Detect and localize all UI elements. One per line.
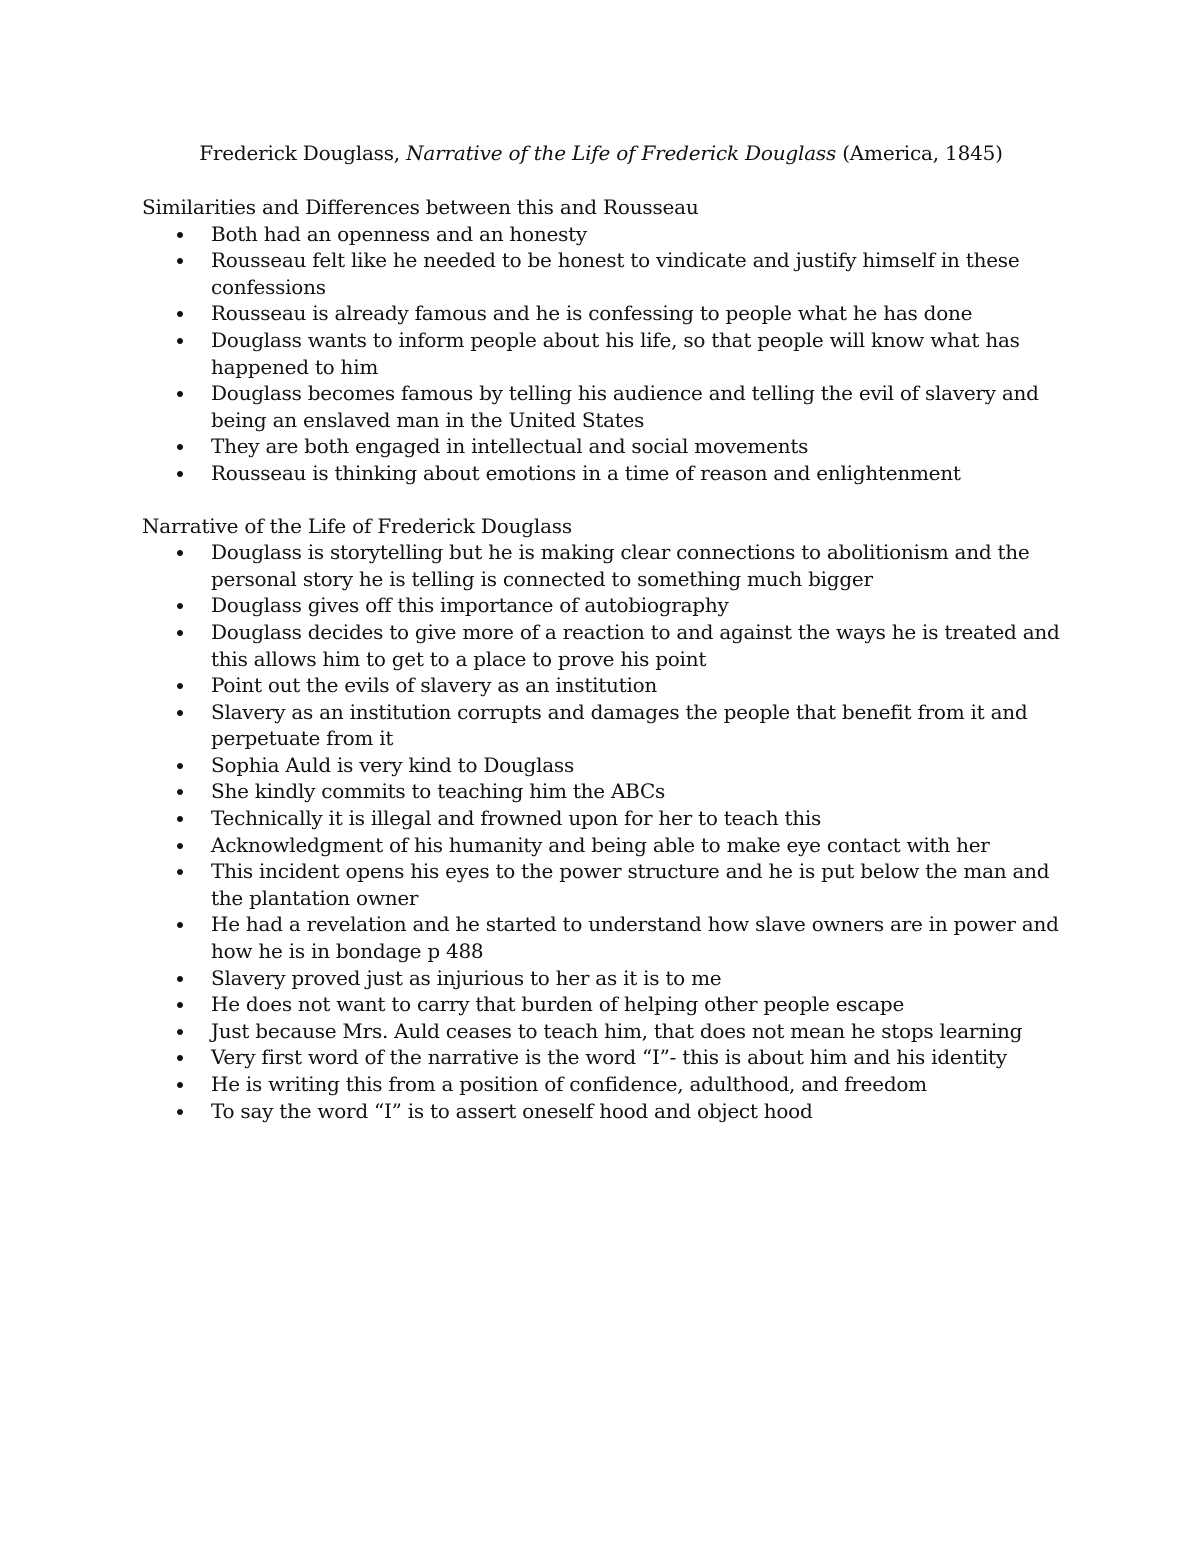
- bullet-icon: [177, 1002, 183, 1008]
- list-item-text: Douglass wants to inform people about his life, so that people will know what has happened to him: [211, 327, 1020, 379]
- list-item-text: Slavery proved just as injurious to her as it is to me: [211, 965, 722, 990]
- list-item: [142, 247, 1060, 300]
- notes-section: [142, 513, 1060, 1125]
- list-item-text: Acknowledgment of his humanity and being able to make eye contact with her: [211, 832, 990, 857]
- list-item-text: Douglass gives off this importance of autobiography: [211, 593, 729, 618]
- bullet-icon: [177, 471, 183, 477]
- list-item: [142, 460, 1060, 487]
- list-item-text: Technically it is illegal and frowned upon for her to teach this: [211, 806, 822, 831]
- list-item-text: Both had an openness and an honesty: [211, 221, 587, 246]
- list-item-text: They are both engaged in intellectual and social movements: [211, 434, 809, 459]
- list-item: [142, 1071, 1060, 1098]
- bullet-icon: [177, 816, 183, 822]
- list-item-text: Rousseau felt like he needed to be honest to vindicate and justify himself in these confessions: [211, 248, 1020, 299]
- bullet-list: [142, 539, 1060, 1124]
- list-item-text: He is writing this from a position of confidence, adulthood, and freedom: [211, 1072, 927, 1096]
- bullet-icon: [177, 922, 183, 928]
- bullet-icon: [177, 1055, 183, 1061]
- list-item: [142, 221, 1060, 248]
- bullet-icon: [177, 338, 183, 344]
- list-item-text: He does not want to carry that burden of helping other people escape: [211, 992, 905, 1017]
- list-item: [142, 672, 1060, 699]
- bullet-icon: [177, 444, 183, 450]
- bullet-icon: [177, 232, 183, 238]
- list-item-text: Just because Mrs. Auld ceases to teach him, that does not mean he stops learning: [211, 1018, 1023, 1043]
- list-item: [142, 1018, 1060, 1045]
- list-item-text: Slavery as an institution corrupts and damages the people that benefit from it and perpetuate from it: [211, 699, 1028, 751]
- bullet-icon: [177, 550, 183, 556]
- list-item-text: To say the word “I” is to assert oneself hood and object hood: [211, 1098, 813, 1123]
- list-item: [142, 433, 1060, 460]
- bullet-icon: [177, 630, 183, 636]
- section-heading: Narrative of the Life of Frederick Douglass: [142, 513, 572, 538]
- list-item: [142, 539, 1060, 592]
- list-item-text: Douglass decides to give more of a reaction to and against the ways he is treated and this allows him to get to a place to prove his point: [211, 619, 1060, 671]
- list-item: [142, 327, 1060, 380]
- title-context: (America, 1845): [836, 141, 1003, 165]
- bullet-icon: [177, 391, 183, 397]
- list-item: [142, 300, 1060, 327]
- bullet-icon: [177, 869, 183, 875]
- bullet-icon: [177, 1029, 183, 1035]
- list-item-text: He had a revelation and he started to understand how slave owners are in power and how he is in bondage p 488: [211, 912, 1059, 964]
- list-item: [142, 699, 1060, 752]
- list-item: [142, 1044, 1060, 1071]
- list-item-text: Sophia Auld is very kind to Douglass: [211, 752, 574, 777]
- title-author: Frederick Douglass,: [199, 141, 407, 165]
- list-item: [142, 752, 1060, 779]
- bullet-icon: [177, 1082, 183, 1088]
- list-item-text: Douglass is storytelling but he is making clear connections to abolitionism and the personal story he is telling is connected to something much bigger: [211, 540, 1030, 591]
- bullet-icon: [177, 683, 183, 689]
- list-item-text: Rousseau is thinking about emotions in a time of reason and enlightenment: [211, 460, 961, 485]
- bullet-icon: [177, 976, 183, 982]
- title-work: Narrative of the Life of Frederick Douglass: [406, 141, 837, 165]
- notes-section: [142, 194, 1060, 487]
- list-item: [142, 592, 1060, 619]
- list-item: [142, 991, 1060, 1018]
- bullet-icon: [177, 258, 183, 264]
- bullet-list: [142, 221, 1060, 487]
- list-item: [142, 858, 1060, 911]
- list-item-text: This incident opens his eyes to the power structure and he is put below the man and the plantation owner: [211, 859, 1050, 910]
- bullet-icon: [177, 603, 183, 609]
- list-item-text: Point out the evils of slavery as an institution: [211, 673, 658, 698]
- document-title: [142, 140, 1060, 166]
- list-item-text: Rousseau is already famous and he is confessing to people what he has done: [211, 301, 973, 326]
- bullet-icon: [177, 710, 183, 716]
- list-item-text: She kindly commits to teaching him the ABCs: [211, 779, 666, 804]
- list-item: [142, 380, 1060, 433]
- list-item-text: Douglass becomes famous by telling his audience and telling the evil of slavery and being an enslaved man in the United States: [211, 381, 1039, 432]
- bullet-icon: [177, 763, 183, 769]
- bullet-icon: [177, 789, 183, 795]
- list-item: [142, 832, 1060, 859]
- list-item: [142, 805, 1060, 832]
- list-item: [142, 965, 1060, 992]
- document-body: [142, 194, 1060, 1124]
- list-item: [142, 1098, 1060, 1125]
- list-item: [142, 911, 1060, 964]
- bullet-icon: [177, 311, 183, 317]
- list-item-text: Very first word of the narrative is the word “I”- this is about him and his identity: [211, 1045, 1007, 1070]
- list-item: [142, 778, 1060, 805]
- section-heading: Similarities and Differences between this and Rousseau: [142, 195, 699, 219]
- bullet-icon: [177, 843, 183, 849]
- bullet-icon: [177, 1109, 183, 1115]
- list-item: [142, 619, 1060, 672]
